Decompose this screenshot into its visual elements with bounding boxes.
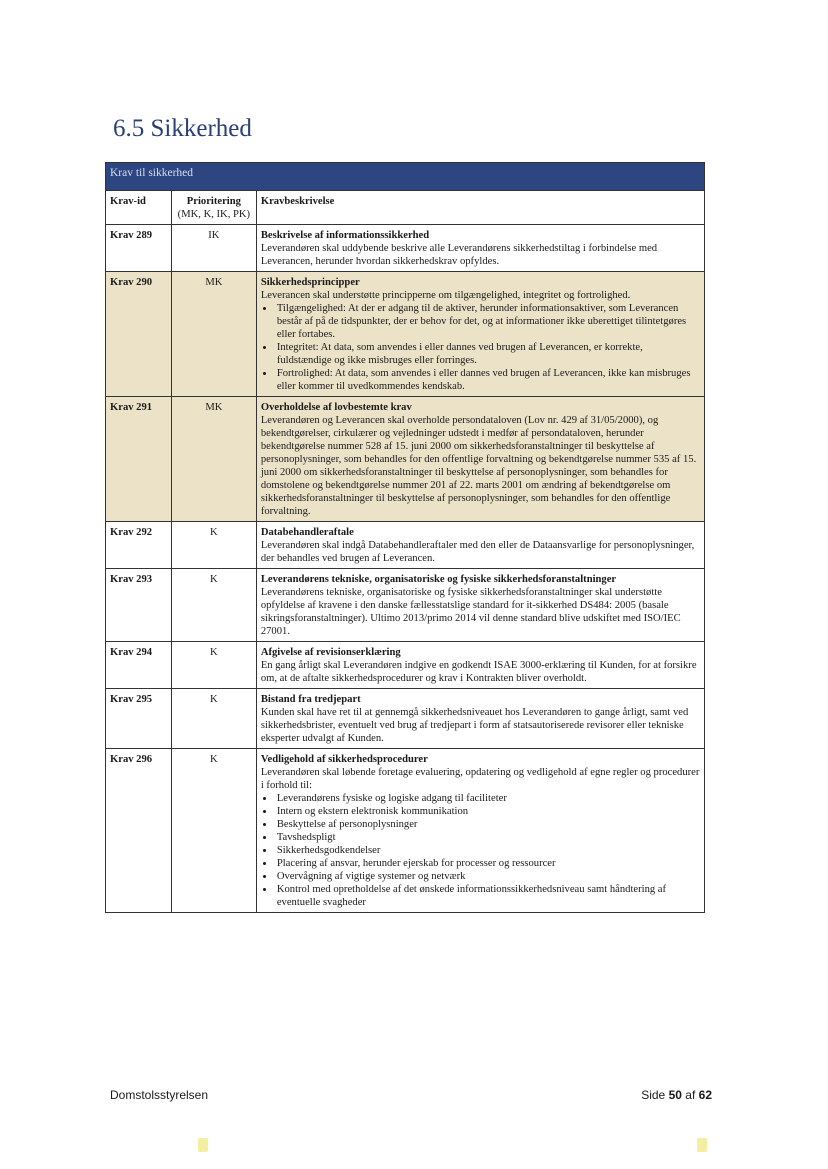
- requirement-id: Krav 295: [106, 689, 172, 749]
- requirement-description: [256, 642, 704, 689]
- requirement-row: [106, 642, 705, 689]
- requirement-id: Krav 290: [106, 272, 172, 397]
- requirement-id: Krav 291: [106, 397, 172, 522]
- requirement-bullets: [261, 302, 700, 393]
- requirement-bullets: [261, 792, 700, 909]
- requirement-text: En gang årligt skal Leverandøren indgive en godkendt ISAE 3000-erklæring til Kunden, for at forsikre om, at de aftalte sikkerhedsprocedurer og krav i Kontrakten bliver overholdt.: [260, 660, 697, 684]
- requirement-title: Beskrivelse af informationssikkerhed: [260, 230, 430, 241]
- footer-page-of: af: [685, 1088, 696, 1102]
- footer-org: Domstolsstyrelsen: [110, 1088, 209, 1102]
- requirement-row: [106, 689, 705, 749]
- requirement-description: [256, 397, 704, 522]
- requirement-text: Leverancen skal understøtte principperne om tilgængelighed, integritet og fortrolighed.: [260, 290, 631, 301]
- footer-page-info: [641, 1088, 712, 1102]
- footer-page-number: 50: [668, 1088, 682, 1102]
- header-id: Krav-id: [106, 191, 172, 225]
- requirement-text: Leverandøren og Leverancen skal overholde persondataloven (Lov nr. 429 af 31/05/2000), og bekendtgørelser, cirkulærer og vejledninger udstedt i medfør af persondataloven, herunder bekendtgørelse nummer 528 af 15. juni 2000 om sikkerhedsforanstaltninger til beskyttelse af personoplysninger, som behandles for den offentlige forvaltning og bekendtgørelse nummer 535 af 15. juni 2000 om sikkerhedsforanstaltninger til beskyttelse af personoplysninger, som behandles for domstolene og bekendtgørelse nummer 201 af 22. marts 2001 om ændring af bekendtgørelse om sikkerhedsforanstaltninger til beskyttelse af personoplysninger, som behandles for den offentlige forvaltning.: [260, 415, 697, 517]
- requirement-description: [256, 689, 704, 749]
- table-caption-row: [106, 163, 705, 191]
- requirement-text: Leverandøren skal indgå Databehandleraftaler med den eller de Dataansvarlige for personoplysninger, der behandles ved brugen af Leverancen.: [260, 540, 695, 564]
- requirement-bullet: • Tavshedspligt: [275, 831, 700, 844]
- requirement-bullet: • Overvågning af vigtige systemer og netværk: [275, 870, 700, 883]
- requirement-description: [256, 569, 704, 642]
- header-priority-label: Prioritering: [186, 196, 241, 207]
- requirement-row: [106, 749, 705, 913]
- requirement-description: [256, 225, 704, 272]
- requirement-priority: K: [171, 569, 256, 642]
- highlight-mark: [697, 1138, 707, 1152]
- table-header-row: [106, 191, 705, 225]
- requirement-title: Databehandleraftale: [260, 527, 354, 538]
- section-title: 6.5 Sikkerhed: [113, 115, 252, 142]
- requirement-priority: K: [171, 689, 256, 749]
- requirement-priority: K: [171, 522, 256, 569]
- requirement-bullet: • Kontrol med opretholdelse af det ønskede informationssikkerhedsniveau samt håndtering af eventuelle svagheder: [275, 883, 700, 909]
- requirement-text: Kunden skal have ret til at gennemgå sikkerhedsniveauet hos Leverandøren to gange årligt, samt ved sikkerhedsbrister, eventuelt ved brug af tredjepart i form af statsautoriserede revisorer eller tekniske eksperter udvalgt af Kunden.: [260, 707, 689, 744]
- requirement-text: Leverandørens tekniske, organisatoriske og fysiske sikkerhedsforanstaltninger skal understøtte opfyldelse af kravene i den danske fællesstatslige standard for it-sikkerhed DS484: 2005 (basale sikringsforanstaltninger). Ultimo 2013/primo 2014 vil denne standard blive udskiftet med ISO/IEC 27001.: [260, 587, 681, 637]
- requirement-row: [106, 397, 705, 522]
- requirement-bullet: • Integritet: At data, som anvendes i eller dannes ved brugen af Leverancen, er korrekte, fuldstændige og ikke misbruges eller forringes.: [275, 341, 700, 367]
- requirement-bullet: • Sikkerhedsgodkendelser: [275, 844, 700, 857]
- requirement-title: Leverandørens tekniske, organisatoriske og fysiske sikkerhedsforanstaltninger: [260, 574, 617, 585]
- header-priority: [171, 191, 256, 225]
- header-description: Kravbeskrivelse: [256, 191, 704, 225]
- footer-page-prefix: Side: [641, 1088, 666, 1102]
- requirement-text: Leverandøren skal løbende foretage evaluering, opdatering og vedligehold af egne regler og procedurer i forhold til:: [260, 767, 700, 791]
- requirement-bullet: • Fortrolighed: At data, som anvendes i eller dannes ved brugen af Leverancen, ikke kan misbruges eller kommer til uvedkommendes kendskab.: [275, 367, 700, 393]
- requirement-title: Overholdelse af lovbestemte krav: [260, 402, 412, 413]
- requirement-title: Afgivelse af revisionserklæring: [260, 647, 401, 658]
- requirement-row: [106, 272, 705, 397]
- requirement-bullet: • Leverandørens fysiske og logiske adgang til faciliteter: [275, 792, 700, 805]
- requirement-priority: K: [171, 749, 256, 913]
- requirement-id: Krav 294: [106, 642, 172, 689]
- requirement-bullet: • Tilgængelighed: At der er adgang til de aktiver, herunder informationsaktiver, som Leverancen består af på de tidspunkter, der er behov for det, og at informationer ikke uberettiget tilintetgøres eller fortabes.: [275, 302, 700, 341]
- requirement-id: Krav 292: [106, 522, 172, 569]
- requirement-description: [256, 272, 704, 397]
- requirement-priority: K: [171, 642, 256, 689]
- requirement-bullet: • Beskyttelse af personoplysninger: [275, 818, 700, 831]
- requirement-id: Krav 293: [106, 569, 172, 642]
- requirement-priority: IK: [171, 225, 256, 272]
- requirement-bullet: • Placering af ansvar, herunder ejerskab for processer og ressourcer: [275, 857, 700, 870]
- highlight-mark: [198, 1138, 208, 1152]
- requirement-id: Krav 289: [106, 225, 172, 272]
- requirement-text: Leverandøren skal uddybende beskrive alle Leverandørens sikkerhedstiltag i forbindelse med Leverancen, herunder hvordan sikkerhedskrav opfyldes.: [260, 243, 658, 267]
- table-caption: Krav til sikkerhed: [106, 163, 705, 191]
- requirement-description: [256, 522, 704, 569]
- requirement-row: [106, 225, 705, 272]
- requirement-bullet: • Intern og ekstern elektronisk kommunikation: [275, 805, 700, 818]
- requirement-title: Bistand fra tredjepart: [260, 694, 361, 705]
- requirement-priority: MK: [171, 397, 256, 522]
- requirement-row: [106, 569, 705, 642]
- requirement-priority: MK: [171, 272, 256, 397]
- requirement-title: Vedligehold af sikkerhedsprocedurer: [260, 754, 428, 765]
- requirement-title: Sikkerhedsprincipper: [260, 277, 360, 288]
- requirement-description: [256, 749, 704, 913]
- footer-page-total: 62: [698, 1088, 712, 1102]
- requirement-id: Krav 296: [106, 749, 172, 913]
- requirement-row: [106, 522, 705, 569]
- requirements-table: [105, 162, 705, 913]
- header-priority-sub: (MK, K, IK, PK): [177, 209, 251, 220]
